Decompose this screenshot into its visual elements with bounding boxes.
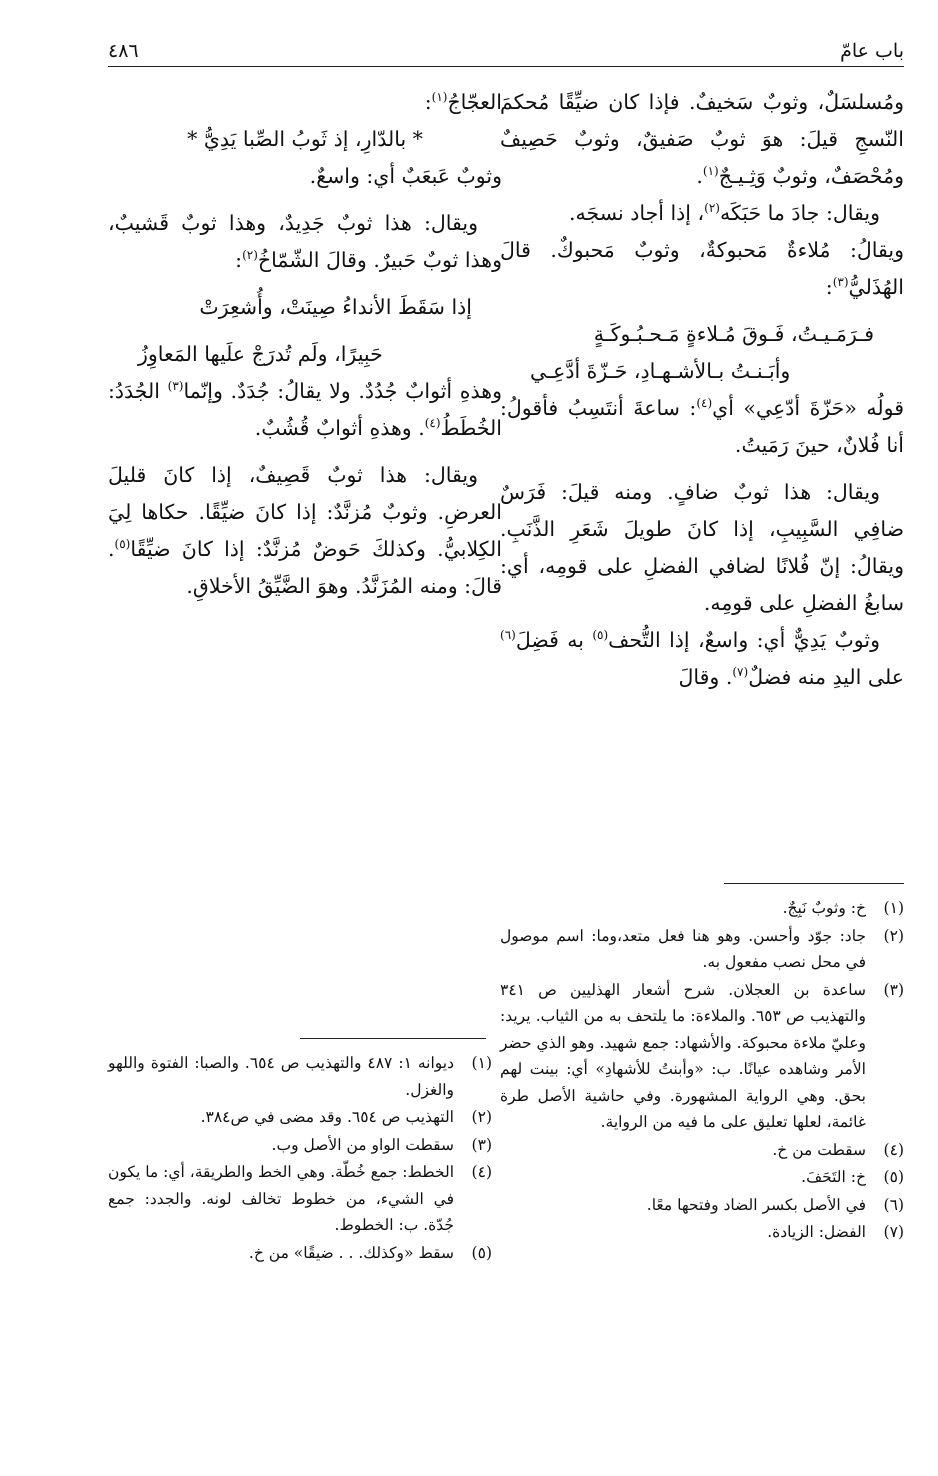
paragraph: ويقال: هذا ثوبٌ قَصِيفٌ، إذا كانَ قليلَ العرضِ. وثوبٌ مُزنَّدٌ: إذا كانَ ضيِّقًا. حكاها لِيَ الكِلابيُّ. وكذلكَ حَوضٌ مُزنَّدٌ: إذا كانَ ضيِّقًا$^{(٥)}$. قالَ: ومنه المُزَنَّدُ. وهوَ الضَّيِّقُ الأخلاقِ. — [108, 463, 502, 598]
footnote: (٢) التهذيب ص ٦٥٤. وقد مضى في ص٣٨٤. — [200, 1108, 492, 1126]
paragraph: قولُه «حَزّةَ أدّعِي» أي$^{(٤)}$: ساعةَ أنتَسِبُ فأقولُ: أنا فُلانٌ، حينَ رَمَيتُ. — [500, 396, 905, 457]
footnote: (٥) خ: التَحَفَ. — [801, 1168, 904, 1186]
right-column — [500, 84, 904, 696]
footnote: (٤) الخطط: جمع خُطّة. وهي الخط والطريقة، أي: ما يكون في الشيء، من خطوط تخالف لونه. والجدد: جمع جُدّة. ب: الخطوط. — [108, 1163, 492, 1234]
verse-line: حَبِيرًا، ولَم تُدرَجْ علَيها المَعاوِزُ — [138, 342, 383, 366]
footnote-ref: (٣) — [832, 275, 849, 290]
footnote: (٣) ساعدة بن العجلان. شرح أشعار الهذليين ص ٣٤١ والتهذيب ص ٦٥٣. والملاءة: ما يلتحف به من الثياب. يريد: وعليّ ملاءة محبوكة. والأشهاد: جمع شهيد. وهو الذي حضر الأمر وشاهده عيانًا. ب: «وأبنتُ للأشهادِ» أي: بينت لهم بحق. وهي الرواية المشهورة. وفي حاشية الأصل طرة غائمة، لعلها تعليق على ما فيه من الرواية. — [500, 980, 904, 1131]
running-title: باب عامّ — [840, 40, 904, 62]
footnotes-right — [500, 895, 904, 1247]
footnote: (٥) سقط «وكذلك. . . ضيقًا» من خ. — [248, 1243, 492, 1262]
paragraph: ويقال: هذا ثوبٌ جَدِيدٌ، وهذا ثوبٌ قَشيبٌ، وهذا ثوبٌ حَبيرٌ. وقالَ الشّمّاخُ$^{(٢)}$: — [108, 211, 502, 272]
footnote: (٤) سقطت من خ. — [772, 1140, 904, 1159]
page-header — [108, 38, 904, 67]
footnote-ref: (٦) — [500, 628, 516, 643]
footnote-ref: (٧) — [732, 665, 749, 680]
footnote-ref: (٤) — [424, 416, 441, 431]
footnotes-left — [108, 1050, 492, 1267]
paragraph: ويقال: هذا ثوبٌ ضافٍ. ومنه قيلَ: فَرَسٌ ضافِي السَّبِيبِ، إذا كانَ طويلَ شَعَرِ الذَّنَبِ. ويقالُ: إنّ فُلانًا لضافي الفضلِ على قومِه، أي: سابغُ الفضلِ على قومِه. — [500, 480, 904, 615]
footnote: (١) ديوانه ١: ٤٨٧ والتهذيب ص ٦٥٤. والصبا: الفتوة واللهو والغزل. — [108, 1054, 492, 1099]
footnote: (٣) سقطت الواو من الأصل وب. — [271, 1135, 492, 1154]
footnote-ref: (٥) — [114, 537, 131, 552]
footnote: (٧) الفضل: الزيادة. — [767, 1223, 904, 1241]
left-column — [108, 84, 502, 605]
footnote-divider — [300, 1038, 486, 1039]
paragraph: وثوبٌ عَبعَبٌ أي: واسعٌ. — [309, 164, 502, 188]
footnote-ref: (٥) — [592, 628, 609, 643]
paragraph: ويقال: جادَ ما حَبَكَه$^{(٢)}$، إذا أجاد نسجَه. — [568, 201, 880, 225]
footnote-ref: (١) — [431, 90, 448, 105]
paragraph: ويقالُ: مُلاءةٌ مَحبوكةٌ، وثوبٌ مَحبوكٌ. قالَ الهُذَليُّ$^{(٣)}$: — [500, 238, 904, 299]
page-number: ٤٨٦ — [108, 40, 139, 62]
footnote-ref: (٤) — [696, 396, 713, 411]
verse-line: وأبَـنـتُ بـالأشـهـادِ، حَـزّةَ أدَّعِـي — [530, 359, 791, 383]
footnote-ref: (٣) — [167, 379, 184, 394]
footnote-divider — [724, 883, 904, 884]
footnote: (٢) جاد: جوّد وأحسن. وهو هنا فعل متعد،وما: اسم موصول في محل نصب مفعول به. — [500, 926, 904, 971]
verse-line: * بالدّارِ، إذ ثَوبُ الصِّبا يَدِيُّ * — [187, 127, 423, 151]
footnote-ref: (٢) — [704, 201, 720, 216]
paragraph: وثوبٌ يَدِيٌّ أي: واسعٌ، إذا التُّحف$^{(٥)}$ به فَضِلَ$^{(٦)}$ على اليدِ منه فضلٌ$^{(٧)}$. وقالَ — [500, 628, 904, 689]
paragraph: العجّاجُ$^{(١)}$: — [424, 90, 502, 114]
footnote: (٦) في الأصل بكسر الضاد وفتحها معًا. — [646, 1195, 904, 1214]
footnote: (١) خ: وثوبٌ نَبِجٌ. — [782, 899, 904, 917]
verse-line: فـرَمَـيـتُ، فَـوقَ مُـلاءةٍ مَـحـبُـوكَـةٍ — [593, 322, 874, 346]
verse-line: إذا سَقَطَ الأنداءُ صِينَتْ، وأُشعِرَتْ — [199, 295, 472, 319]
footnote-ref: (٢) — [242, 248, 258, 263]
paragraph: ومُسلسَلٌ، وثوبٌ سَخيفٌ. فإذا كان ضيِّقًا مُحكمَ النّسجِ قيلَ: هوَ ثوبٌ صَفيقٌ، وثوبٌ حَصِيفٌ ومُحْصَفٌ، وثوبٌ وَثِـيـجٌ$^{(١)}$. — [500, 90, 904, 188]
paragraph: وهذهِ أثوابٌ جُدُدٌ. ولا يقالُ: جُدَدٌ. وإنّما$^{(٣)}$ الجُدَدُ: الخُطَطُ$^{(٤)}$. وهذهِ أثوابٌ قُشُبٌ. — [108, 379, 502, 440]
footnote-ref: (١) — [702, 164, 719, 179]
